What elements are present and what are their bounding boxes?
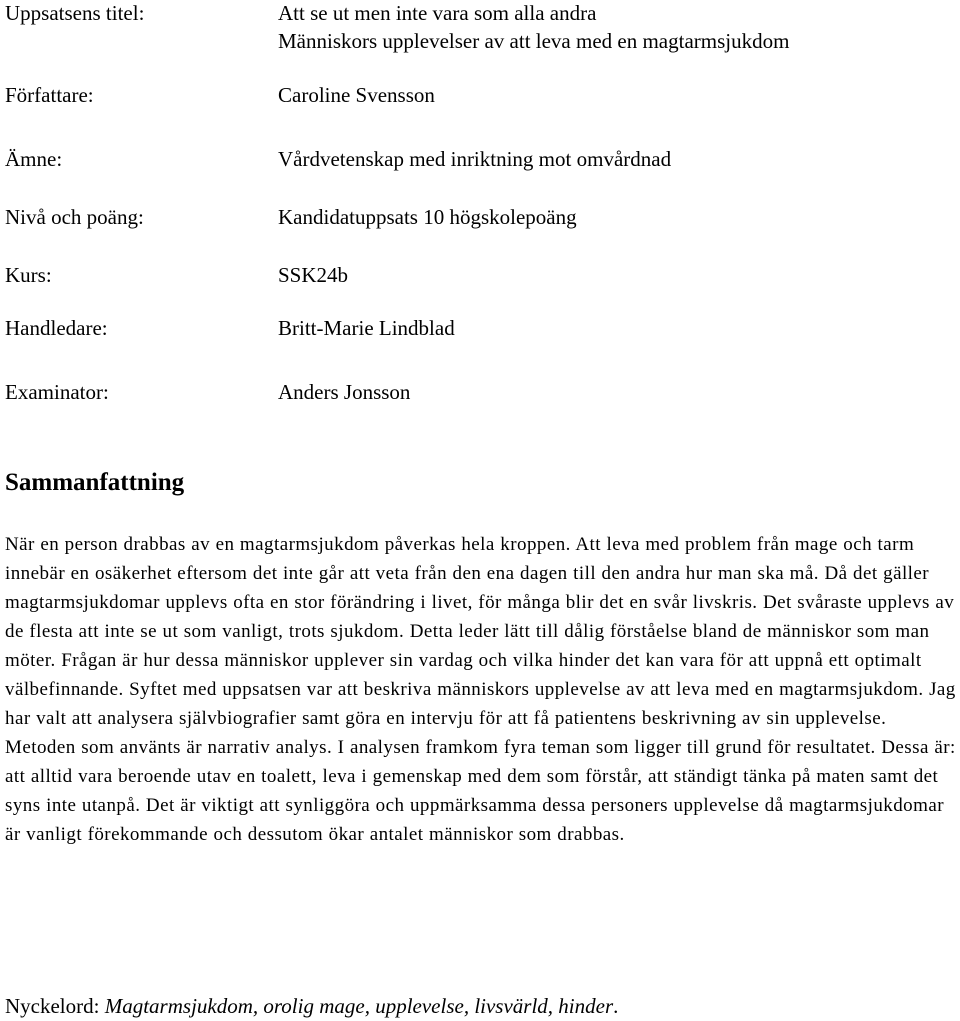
author-label: Författare: <box>5 83 94 107</box>
subject-label: Ämne: <box>5 147 63 171</box>
keywords-label: Nyckelord: <box>5 994 100 1018</box>
course-value: SSK24b <box>278 263 349 287</box>
subject-value: Vårdvetenskap med inriktning mot omvårdnad <box>278 147 672 171</box>
level-value: Kandidatuppsats 10 högskolepoäng <box>278 205 577 229</box>
keywords-terms: Magtarmsjukdom, orolig mage, upplevelse, livsvärld, hinder <box>104 994 614 1018</box>
abstract-heading: Sammanfattning <box>5 469 185 496</box>
abstract-text: När en person drabbas av en magtarmsjukdom påverkas hela kroppen. Att leva med problem från mage och tarm innebär en osäkerhet eftersom det inte går att veta från den ena dagen till den andra hur man ska må. Då det gäller magtarmsjukdomar upplevs ofta en stor förändring i livet, för många blir det en svår livskris. Det svåraste upplevs av de flesta att inte se ut som vanligt, trots sjukdom. Detta leder lätt till dålig förståelse bland de människor som man möter. Frågan är hur dessa människor upplever sin vardag och vilka hinder det kan vara för att uppnå ett optimalt välbefinnande. Syftet med uppsatsen var att beskriva människors upplevelse av att leva med en magtarmsjukdom. Jag har valt att analysera självbiografier samt göra en intervju för att få patientens beskrivning av sin upplevelse. Metoden som använts är narrativ analys. I analysen framkom fyra teman som ligger till grund för resultatet. Dessa är: att alltid vara beroende utav en toalett, leva i gemenskap med dem som förstår, att ständigt tänka på maten samt det syns inte utanpå. Det är viktigt att synliggöra och uppmärksamma dessa personers upplevelse då magtarmsjukdomar är vanligt förekommande och dessutom ökar antalet människor som drabbas. <box>5 534 956 845</box>
keywords-period: . <box>613 994 619 1018</box>
course-label: Kurs: <box>5 263 52 287</box>
keywords-line <box>5 993 618 1019</box>
title-label: Uppsatsens titel: <box>5 1 145 25</box>
supervisor-name: Britt-Marie Lindblad <box>278 316 455 340</box>
supervisor-label: Handledare: <box>5 316 108 340</box>
author-name: Caroline Svensson <box>278 83 435 107</box>
examiner-label: Examinator: <box>5 380 109 404</box>
examiner-name: Anders Jonsson <box>278 380 411 404</box>
level-label: Nivå och poäng: <box>5 205 144 229</box>
thesis-title-line-2: Människors upplevelser av att leva med en magtarmsjukdom <box>278 29 790 53</box>
thesis-title-line-1: Att se ut men inte vara som alla andra <box>278 1 597 25</box>
